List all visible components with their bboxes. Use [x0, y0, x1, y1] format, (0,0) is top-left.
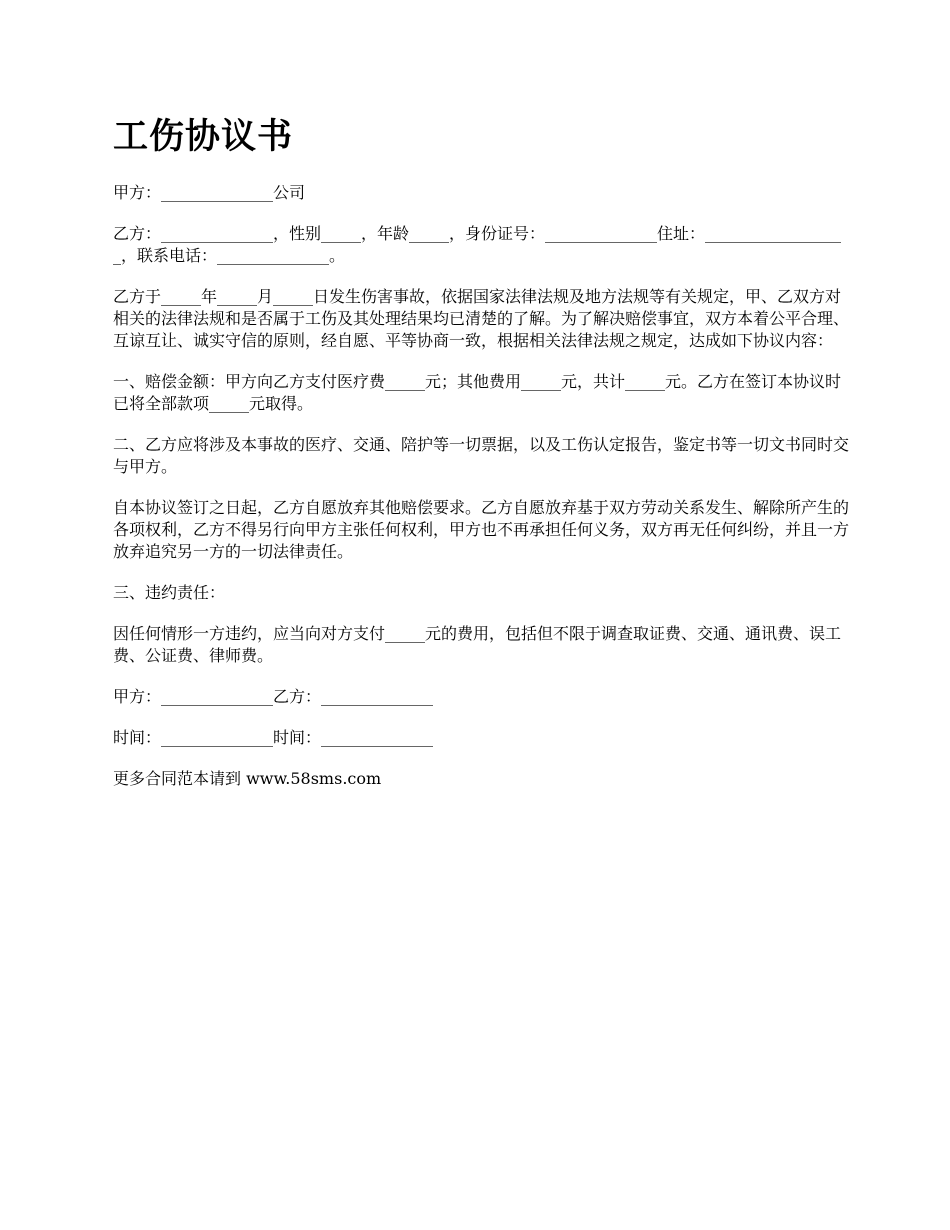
incident-paragraph: 乙方于_____年_____月_____日发生伤害事故，依据国家法律法规及地方法规等有关规定，甲、乙双方对相关的法律法规和是否属于工伤及其处理结果均已清楚的了解。为了解决赔偿事宜，双方本着公平合理、互谅互让、诚实守信的原则，经自愿、平等协商一致，根据相关法律法规之规定，达成如下协议内容： [113, 287, 850, 350]
breach-heading: 三、违约责任： [113, 583, 226, 602]
breach-clause: 因任何情形一方违约，应当向对方支付_____元的费用，包括但不限于调查取证费、交通、通讯费、误工费、公证费、律师费。 [113, 624, 842, 665]
party-a-line: 甲方：______________公司 [113, 183, 306, 202]
signature-line: 甲方：______________乙方：______________ [113, 687, 434, 706]
document-title: 工伤协议书 [113, 116, 294, 157]
document-page [113, 112, 853, 809]
party-b-line: 乙方：______________，性别_____，年龄_____，身份证号：______________住址：__________________，联系电话：______________。 [113, 224, 842, 265]
footer-note: 更多合同范本请到 www.58sms.com [113, 769, 382, 788]
date-line: 时间：______________时间：______________ [113, 728, 434, 747]
waiver-clause: 自本协议签订之日起，乙方自愿放弃其他赔偿要求。乙方自愿放弃基于双方劳动关系发生、解除所产生的各项权利，乙方不得另行向甲方主张任何权利，甲方也不再承担任何义务，双方再无任何纠纷，并且一方放弃追究另一方的一切法律责任。 [113, 498, 850, 561]
documents-clause: 二、乙方应将涉及本事故的医疗、交通、陪护等一切票据，以及工伤认定报告，鉴定书等一切文书同时交与甲方。 [113, 435, 850, 476]
compensation-clause: 一、赔偿金额：甲方向乙方支付医疗费_____元；其他费用_____元，共计_____元。乙方在签订本协议时已将全部款项_____元取得。 [113, 372, 842, 413]
